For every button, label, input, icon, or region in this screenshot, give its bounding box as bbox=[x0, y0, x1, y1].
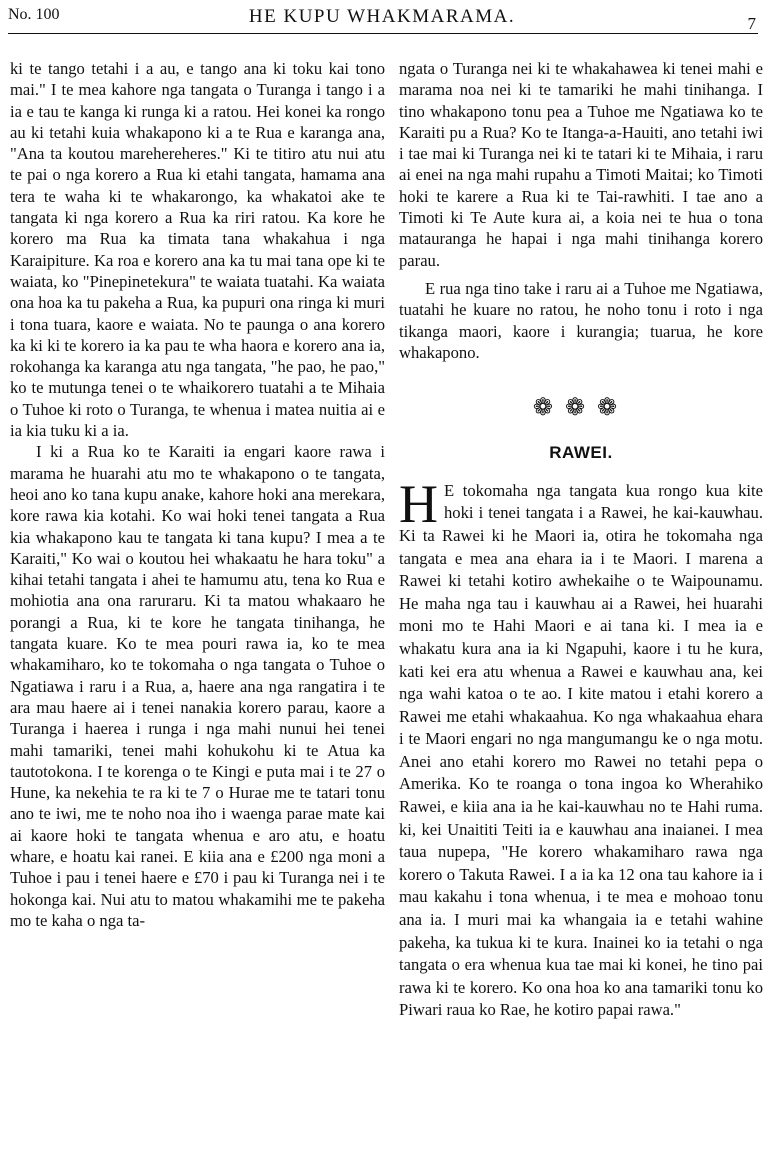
left-column bbox=[10, 58, 385, 931]
right-column bbox=[399, 58, 763, 1022]
section-title: RAWEI. bbox=[549, 443, 613, 463]
page-header bbox=[8, 6, 756, 32]
drop-cap: H bbox=[399, 473, 438, 534]
page-number: 7 bbox=[747, 14, 756, 33]
right-paragraph-1: ngata o Turanga nei ki te whakahawea ki tenei mahi e marama noa nei ki te tamariki he mahi tinihanga. I tino whakapono tonu pea a Tuhoe me Ngatiawa ko te Karaiti pu a Rua? Ko te Itanga-a-Hauiti, ano tetahi iwi i tae mai ki Turanga nei ki te tatari ki te Mihaia, i raru ai enei na nga mahi rupahu a Timoti Maitai; ko Timoti hoki te karere a Rua ki te Tai-rawhiti. I tae ano a Timoti ki Te Aute kura ai, a koia nei te hua o tona matauranga he hapai i nga mahi tinihanga korero parau. bbox=[399, 59, 763, 270]
header-rule bbox=[8, 33, 758, 34]
flower-ornament-icon: ❁ bbox=[597, 393, 630, 422]
left-paragraph-2: I ki a Rua ko te Karaiti ia engari kaore rawa i marama he huarahi atu mo te whakapono o te tangata, heoi ano ko tana kupu anake, kahore hoki ana merekara, kore rawa kia kotahi. Ko wai hoki tenei tangata a Rua kia whakapono kau te tangata ki tana kupu? I mea a te Karaiti," Ko wai o koutou hei whakaatu he hara toku" a kihai tetahi tangata i ahei te hamumu atu, tena ko Rua e mohiotia ana ona raruraru. Ki ta matou whakaaro he porangi a Rua, ki te kore he tangata tinihanga, he tangata kuare. Ko te mea pouri rawa ia, ko te mea whakamiharo, ko te tokomaha o nga tangata o Tuhoe o Ngatiawa i raru i a Rua, a, haere ana nga rangatira i te ara mau haere ai i tenei nanakia korero parau, kaore a Turanga i haerea i runga i nga mahi nunui hei tenei mahi tamariki, tenei mahi kohukohu ki te Atua ka tautotokona. I te korenga o te Kingi e puta mai i te 27 o Hune, ka nekehia te ra ki te 7 o Hurae me te tatari tonu ano te iwi, me te noho noa iho i waenga parae mate kai ai kaore hoki te tangata whenua e aro atu, e hoatu whare, e hoatu kai ranei. E kiia ana e £200 nga moni a Tuhoe i pau i tenei haere e £70 i pau ki Turanga nei i te hokonga kai. Nui atu to matou whakamihi me te pakeha mo te kaha o nga ta- bbox=[10, 442, 385, 930]
running-title: HE KUPU WHAKMARAMA. bbox=[248, 6, 516, 27]
right-paragraph-2: E rua nga tino take i raru ai a Tuhoe me Ngatiawa, tuatahi he kuare no ratou, he noho tonu i roto i nga tikanga maori, kaore i kurangia; tuarua, he kore whakapono. bbox=[399, 278, 763, 362]
flower-ornament-icon: ❁ bbox=[532, 393, 565, 422]
rawei-paragraph-text: E tokomaha nga tangata kua rongo kua kite hoki i tenei tangata i a Rawei, he kai-kauwhau. Ki ta Rawei ki he Maori ia, otira he tokomaha nga tangata e mea ana ehara ia i te Maori. I marena a Rawei ki tetahi kotiro awhekaihe o te Waipounamu. He maha nga tau i kauwhau ai a Rawei, hei huarahi moni mo te Hahi Maori e ai tana ki. I mea ia e whakatu kura ana ia ki Ngapuhi, kaore i tu he kura, kati kei era atu whenua a Rawei e kauwhau ana, kei nga wahi katoa o te ao. I kite matou i etahi korero a Rawei me etahi whakaahua. Ko nga whakaahua ehara i te Maori engari no nga mangumangu ke o nga motu. Anei ano etahi korero mo Rawei no tetahi pepa o Amerika. Ko te roanga o tona ingoa ko Wherahiko Rawei, e kiia ana ia he kai-kauwhau no te Hahi ruma. ki, kei Unaititi Teiti ia e kauwhau ana inaianei. I mea taua nupepa, "He korero whakamiharo rawa nga korero o Takuta Rawei. I a ia ka 12 ona tau kahore ia i mau kakahu i tona whenua, i te mea e mohoao tonu ana ia. I muri mai ka whangaia ia e tetahi wahine pakeha, ka tukua ki te kura. Inainei ko ia tetahi o nga tangata o era whenua kua tae mai ki konei, he tino pai rawa ki te korero. Ko ona hoa ko ana tamariki tonu ko Piwari raua ko Rae, he kotiro papai rawa." bbox=[399, 480, 763, 1020]
issue-number: No. 100 bbox=[8, 6, 60, 23]
left-paragraph-1: ki te tango tetahi i a au, e tango ana ki toku kai tono mai." I te mea kahore nga tangata o Turanga i tango i a ia e tau te kanga ki runga ki a ratou. Hei konei ka rongo au ki tetahi kuia whakapono ki a te Rua e karanga ana, "Ana ta koutou marehereheres." Ki te titiro atu nui atu te pai o nga korero a Rua ki etahi tangata, hamama ana tera te waha ki te whakarongo, ka whakatoi ake te tangata ki nga korero a Rua ka riri ratou. Ka kore he korero ma Rua ka timata tana whakahua i nga Karaipiture. Ka roa e korero ana ka tu mai tana ope ki te waiata, ko "Pinepinetekura" te waiata tuatahi. Ka waiata ona hoa ka tu pakeha a Rua, ka pupuri ona ringa ki muri i tona tuara, kaore e waiata. No te paunga o ana korero ka ki ki te korero ia ka pau te wha haora e korero ana ia, rokohanga ka karanga atu nga tangata, "he pao, he pao," ko te mutunga tenei o te whaikorero tuatahi a te Mihaia o Tuhoe ki roto o Turanga, te whenua i matea nuitia ai e ia kia tuku ki a ia. bbox=[10, 59, 385, 441]
flower-ornament-icon: ❁ bbox=[564, 393, 598, 422]
rawei-paragraph bbox=[399, 473, 763, 1022]
ornament-divider bbox=[399, 393, 763, 422]
